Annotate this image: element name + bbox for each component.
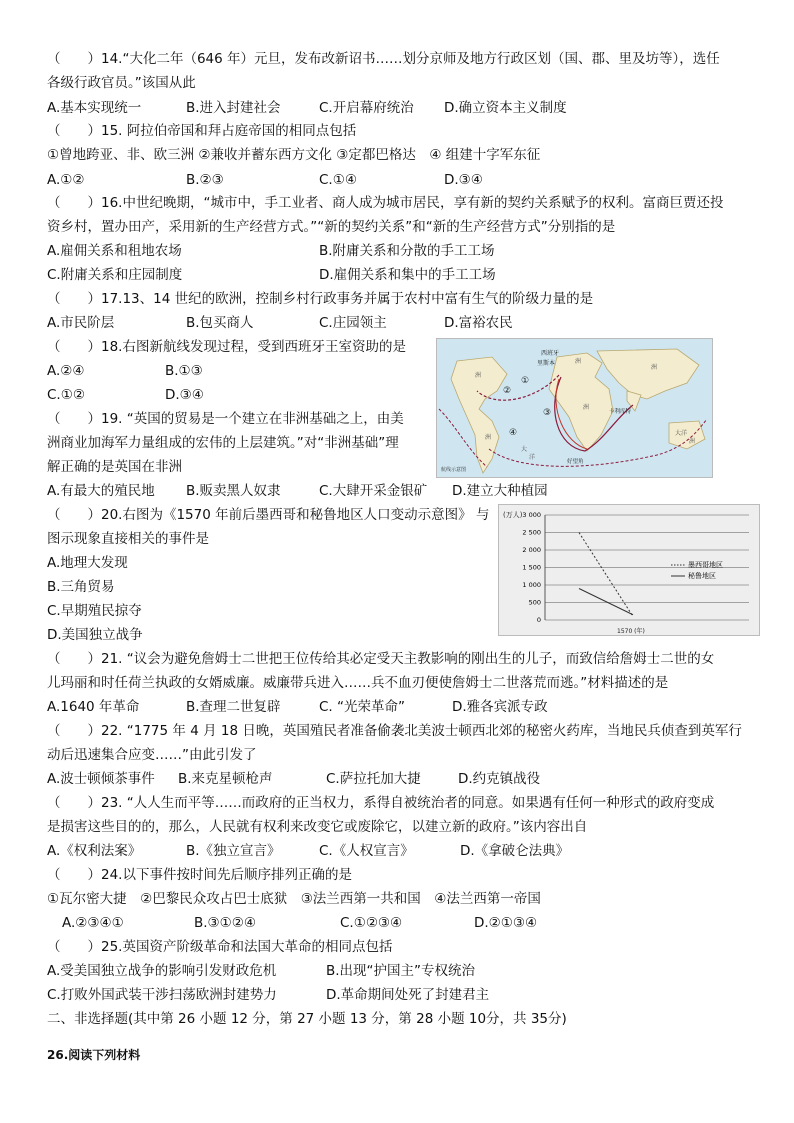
q21-stem-line1: （ ）21. “议会为避免詹姆士二世把王位传给其必定受天主教影响的刚出生的儿子，而致信给詹姆士二世的女	[47, 651, 715, 667]
map-label-continent-5: 洲	[651, 364, 658, 371]
map-label-continent-4: 洲	[575, 358, 582, 365]
q20-option-c: C.早期殖民掠夺	[47, 603, 142, 619]
map-label-cape: 好望角	[567, 459, 584, 465]
map-label-route-2: ②	[503, 386, 512, 396]
q17-option-c: C.庄园领主	[319, 315, 387, 331]
q15-option-c: C.①④	[319, 172, 357, 188]
map-label-ocean-b: 洋	[529, 454, 536, 461]
map-label-lisbon: 里斯本	[537, 360, 556, 367]
q23-option-a: A.《权利法案》	[47, 843, 142, 859]
q14-option-b: B.进入封建社会	[186, 100, 281, 116]
map-label-oceania-b: 洲	[689, 438, 696, 445]
q23-stem-line1: （ ）23. “人人生而平等……而政府的正当权力，系得自被统治者的同意。如果遇有任何一种形式的政府变成	[47, 795, 715, 811]
q15-option-a: A.①②	[47, 172, 85, 188]
q25-option-d: D.革命期间处死了封建君主	[326, 987, 490, 1003]
map-drawing	[437, 339, 712, 477]
q23-option-b: B.《独立宣言》	[186, 843, 281, 859]
q16-stem-line1: （ ）16.中世纪晚期，“城市中，手工业者、商人成为城市居民，享有新的契约关系赋予的权利。富商巨贾还投	[47, 195, 724, 211]
q17-option-d: D.富裕农民	[444, 315, 513, 331]
q18-stem: （ ）18.右图新航线发现过程，受到西班牙王室资助的是	[47, 339, 406, 355]
chart-ytick-label: 500	[528, 598, 541, 607]
q18-option-d: D.③④	[165, 387, 204, 403]
q14-stem-line2: 各级行政官员。”该国从此	[47, 75, 196, 91]
map-label-continent-1: 洲	[475, 372, 482, 379]
q16-option-a: A.雇佣关系和租地农场	[47, 243, 182, 259]
q22-stem-line2: 动后迅速集合应变……”由此引发了	[47, 747, 257, 763]
chart-ytick-label: 2 000	[522, 546, 541, 554]
chart-ytick-label: 0	[536, 616, 541, 624]
q19-stem-line2: 洲商业加海军力量组成的宏伟的上层建筑。”对“非洲基础”理	[47, 435, 399, 451]
new-route-map	[436, 338, 713, 478]
section-2-heading: 二、非选择题(其中第 26 小题 12 分，第 27 小题 13 分，第 28 小题 10分，共 35分)	[47, 1011, 567, 1027]
q16-option-b: B.附庸关系和分散的手工工场	[319, 243, 495, 259]
q16-option-c: C.附庸关系和庄园制度	[47, 267, 183, 283]
q24-option-d: D.②①③④	[474, 915, 538, 931]
q15-option-d: D.③④	[444, 172, 483, 188]
q18-option-c: C.①②	[47, 387, 85, 403]
q20-option-a: A.地理大发现	[47, 555, 128, 571]
q17-stem: （ ）17.13、14 世纪的欧洲，控制乡村行政事务并属于农村中富有生气的阶级力量的是	[47, 291, 594, 307]
q20-option-b: B.三角贸易	[47, 579, 115, 595]
map-label-ocean-a: 大	[521, 446, 528, 453]
q22-stem-line1: （ ）22. “1775 年 4 月 18 日晚，英国殖民者准备偷袭北美波士顿西北郊的秘密火药库，当地民兵侦查到英军行	[47, 723, 742, 739]
q19-option-a: A.有最大的殖民地	[47, 483, 155, 499]
population-chart	[498, 504, 760, 636]
map-label-continent-2: 洲	[485, 434, 492, 441]
chart-legend-label: 秘鲁地区	[688, 572, 716, 580]
q21-option-c: C. “光荣革命”	[319, 699, 405, 715]
q22-option-b: B.来克星顿枪声	[178, 771, 273, 787]
chart-series-line-2	[579, 589, 633, 615]
q16-option-d: D.雇佣关系和集中的手工工场	[319, 267, 496, 283]
q15-stem: （ ）15. 阿拉伯帝国和拜占庭帝国的相同点包括	[47, 123, 357, 139]
q25-option-a: A.受美国独立战争的影响引发财政危机	[47, 963, 277, 979]
q21-option-a: A.1640 年革命	[47, 699, 140, 715]
chart-series-line-1	[579, 533, 633, 617]
q19-stem-line1: （ ）19. “英国的贸易是一个建立在非洲基础之上，由美	[47, 411, 404, 427]
q22-option-d: D.约克镇战役	[458, 771, 541, 787]
chart-ytick-label: 2 500	[522, 528, 541, 537]
q15-items: ①曾地跨亚、非、欧三洲 ②兼收并蓄东西方文化 ③定都巴格达 ④ 组建十字军东征	[47, 147, 541, 163]
q24-option-c: C.①②③④	[340, 915, 403, 931]
map-label-route-1: ①	[521, 376, 530, 386]
chart-ytick-label: 3 000	[522, 511, 541, 519]
q18-option-b: B.①③	[165, 363, 203, 379]
q25-option-b: B.出现“护国主”专权统治	[326, 963, 476, 979]
population-chart-svg	[499, 505, 759, 635]
map-legend: 航线示意图	[441, 467, 467, 473]
q22-option-c: C.萨拉托加大捷	[326, 771, 421, 787]
q20-option-d: D.美国独立战争	[47, 627, 143, 643]
q23-option-d: D.《拿破仑法典》	[460, 843, 570, 859]
chart-xtick-1570: 1570 (年)	[617, 628, 645, 635]
q19-option-d: D.建立大种植园	[452, 483, 548, 499]
q24-stem: （ ）24.以下事件按时间先后顺序排列正确的是	[47, 867, 352, 883]
map-label-spain: 西班牙	[541, 350, 560, 357]
q24-items: ①瓦尔密大捷 ②巴黎民众攻占巴士底狱 ③法兰西第一共和国 ④法兰西第一帝国	[47, 891, 541, 907]
q21-option-d: D.雅各宾派专政	[452, 699, 548, 715]
q15-option-b: B.②③	[186, 172, 224, 188]
q19-option-b: B.贩卖黑人奴隶	[186, 483, 281, 499]
q21-stem-line2: 儿玛丽和时任荷兰执政的女婿威廉。威廉带兵进入……兵不血刃便使詹姆士二世落荒而逃。”材料描述的是	[47, 675, 669, 691]
q25-stem: （ ）25.英国资产阶级革命和法国大革命的相同点包括	[47, 939, 393, 955]
map-label-route-3: ③	[543, 408, 552, 418]
q16-stem-line2: 资乡村，置办田产，采用新的生产经营方式。”“新的契约关系”和“新的生产经营方式”分别指的是	[47, 219, 616, 235]
q23-option-c: C.《人权宣言》	[319, 843, 414, 859]
q18-option-a: A.②④	[47, 363, 85, 379]
map-label-route-4: ④	[509, 428, 518, 438]
q14-option-c: C.开启幕府统治	[319, 100, 414, 116]
q17-option-a: A.市民阶层	[47, 315, 115, 331]
q20-stem-line1: （ ）20.右图为《1570 年前后墨西哥和秘鲁地区人口变动示意图》 与	[47, 507, 490, 523]
chart-ytick-label: 1 000	[522, 581, 541, 589]
q23-stem-line2: 是损害这些目的的，那么，人民就有权利来改变它或废除它，以建立新的政府。”该内容出自	[47, 819, 588, 835]
q14-option-a: A.基本实现统一	[47, 100, 142, 116]
q26-heading: 26.阅读下列材料	[47, 1048, 141, 1062]
q22-option-a: A.波士顿倾茶事件	[47, 771, 155, 787]
q17-option-b: B.包买商人	[186, 315, 254, 331]
map-label-oceania-a: 大洋	[675, 430, 688, 437]
q14-stem-line1: （ ）14.“大化二年（646 年）元旦，发布改新诏书……划分京师及地方行政区划（国、郡、里及坊等），选任	[47, 51, 720, 67]
chart-legend-label: 墨西哥地区	[688, 561, 723, 569]
q19-stem-line3: 解正确的是英国在非洲	[47, 459, 182, 475]
q21-option-b: B.查理二世复辟	[186, 699, 281, 715]
map-label-continent-3: 洲	[583, 404, 590, 411]
q24-option-b: B.③①②④	[194, 915, 256, 931]
q24-option-a: A.②③④①	[62, 915, 124, 931]
map-label-calicut: 卡利库特	[609, 409, 632, 415]
q19-option-c: C.大肆开采金银矿	[319, 483, 428, 499]
q20-stem-line2: 图示现象直接相关的事件是	[47, 531, 209, 547]
q14-option-d: D.确立资本主义制度	[444, 100, 567, 116]
q25-option-c: C.打败外国武装干涉扫荡欧洲封建势力	[47, 987, 277, 1003]
chart-ytick-label: 1 500	[522, 563, 541, 572]
chart-ylabel: (万人)	[503, 511, 523, 519]
